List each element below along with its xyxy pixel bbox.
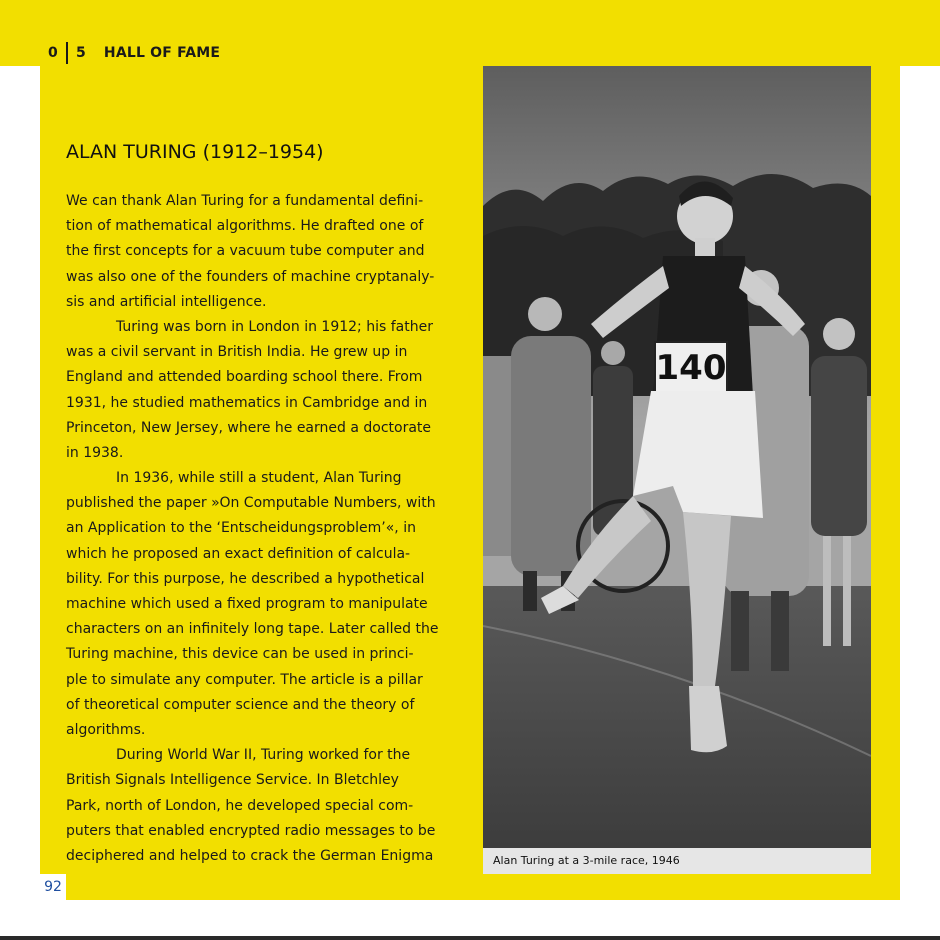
body-text-line: published the paper »On Computable Numbers, with — [66, 495, 436, 512]
body-text-line: 1931, he studied mathematics in Cambridge and in — [66, 394, 428, 411]
body-text-line: of theoretical computer science and the theory of — [66, 696, 415, 713]
body-text-line: British Signals Intelligence Service. In Bletchley — [66, 772, 399, 789]
body-text-line: Park, north of London, he developed special com- — [66, 797, 414, 814]
body-text-line: machine which used a fixed program to manipulate — [66, 596, 428, 612]
body-text-line: which he proposed an exact definition of calcula- — [66, 545, 411, 562]
turing-race-photo — [483, 66, 871, 874]
chapter-number: 0 — [48, 45, 58, 61]
page-number: 92 — [40, 874, 66, 900]
body-text-line: bility. For this purpose, he described a hypothetical — [66, 570, 425, 587]
body-text-line: an Application to the ‘Entscheidungsproblem’«, in — [66, 520, 416, 537]
article-body — [66, 189, 446, 869]
body-text-line: in 1938. — [66, 444, 124, 461]
bottom-rule — [0, 936, 940, 940]
body-text-line: tion of mathematical algorithms. He drafted one of — [66, 218, 424, 235]
body-text-line: We can thank Alan Turing for a fundamental defini- — [66, 193, 424, 209]
body-text-line: deciphered and helped to crack the German Enigma — [66, 847, 434, 864]
article-title: ALAN TURING (1912–1954) — [66, 141, 324, 163]
section-number: 5 — [75, 45, 86, 61]
body-text-line: sis and artificial intelligence. — [66, 293, 267, 310]
running-header — [48, 40, 220, 66]
body-text-line: England and attended boarding school there. From — [66, 369, 423, 386]
photo-illustration — [483, 66, 871, 874]
body-text-line: was also one of the founders of machine cryptanaly- — [66, 268, 435, 285]
body-text-line: During World War II, Turing worked for the — [116, 747, 411, 764]
body-text-line: Turing was born in London in 1912; his father — [116, 318, 433, 335]
body-text-line: puters that enabled encrypted radio messages to be — [66, 822, 436, 839]
body-text-line: ple to simulate any computer. The article is a pillar — [66, 671, 423, 688]
body-text-line: was a civil servant in British India. He grew up in — [66, 344, 408, 361]
photo-caption: Alan Turing at a 3-mile race, 1946 — [483, 848, 871, 874]
section-title: HALL OF FAME — [103, 45, 221, 61]
body-text-line: Princeton, New Jersey, where he earned a doctorate — [66, 419, 432, 436]
body-text-line: the first concepts for a vacuum tube computer and — [66, 243, 425, 260]
body-text-line: Turing machine, this device can be used in princi- — [66, 646, 414, 663]
body-text-line: characters on an infinitely long tape. Later called the — [66, 621, 439, 638]
body-text-line: In 1936, while still a student, Alan Turing — [116, 470, 402, 487]
body-text-line: algorithms. — [66, 721, 146, 738]
race-bib-number: 140 — [655, 348, 727, 388]
